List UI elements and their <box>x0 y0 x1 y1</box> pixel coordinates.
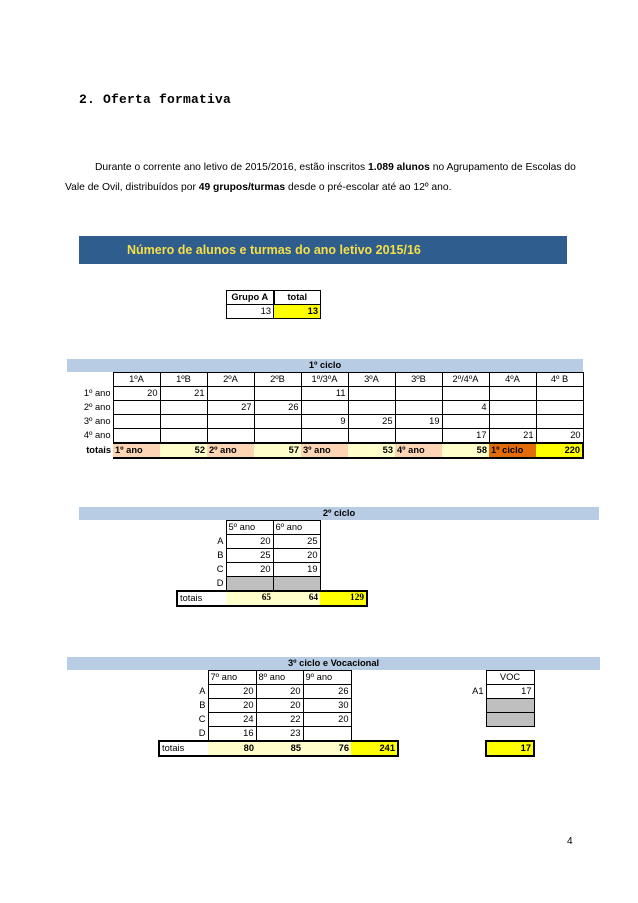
ciclo2-row-label: C <box>216 564 224 574</box>
ciclo3-row <box>67 699 600 713</box>
ciclo2-row <box>79 549 599 563</box>
ciclo1-cell <box>395 387 442 401</box>
ciclo1-cell <box>113 415 160 429</box>
ciclo2-row <box>79 535 599 549</box>
ciclo1-row-label: 1º ano <box>83 388 111 398</box>
intro-bold-students: 1.089 alunos <box>368 162 430 173</box>
ciclo1-cell <box>442 415 489 429</box>
ciclo1-header: 2ºA <box>207 373 254 387</box>
ciclo1-totals-label: totais <box>86 445 111 455</box>
ciclo1-cell <box>489 415 536 429</box>
ciclo1-header: 3ºA <box>348 373 395 387</box>
intro-bold-groups: 49 grupos/turmas <box>198 182 286 193</box>
ciclo1-totals-row <box>67 443 583 458</box>
ciclo3-totals-row <box>67 741 600 756</box>
ciclo3-voc-cell <box>486 699 534 713</box>
ciclo3-cell: 22 <box>256 713 303 727</box>
ciclo3-cell: 20 <box>208 685 256 699</box>
ciclo1-table <box>67 359 584 459</box>
ciclo3-cell: 23 <box>256 727 303 742</box>
ciclo1-header: 1ºA <box>113 373 160 387</box>
ciclo2-cell: 25 <box>226 549 273 563</box>
ciclo1-cell: 26 <box>254 401 301 415</box>
ciclo3-voc-cell: 17 <box>486 685 534 699</box>
ciclo1-cell <box>536 387 583 401</box>
ciclo3-row-label: A <box>199 686 206 696</box>
ciclo2-total-value: 65 <box>226 591 273 606</box>
preschool-group-value: 13 <box>227 305 274 319</box>
ciclo1-total-value: 52 <box>160 443 207 458</box>
ciclo2-row <box>79 577 599 592</box>
ciclo2-header: 6º ano <box>273 521 320 535</box>
intro-paragraph <box>65 158 577 198</box>
ciclo1-cell <box>348 429 395 444</box>
ciclo1-cell: 27 <box>207 401 254 415</box>
ciclo1-cell <box>207 415 254 429</box>
ciclo1-cell: 21 <box>489 429 536 444</box>
ciclo3-cell: 20 <box>256 699 303 713</box>
ciclo2-totals-row <box>79 591 599 606</box>
preschool-total-value: 13 <box>274 305 321 319</box>
ciclo3-voc-label <box>444 713 486 727</box>
ciclo1-total-value: 58 <box>442 443 489 458</box>
ciclo1-header: 4º B <box>536 373 583 387</box>
ciclo1-cell: 20 <box>536 429 583 444</box>
ciclo2-table <box>79 507 599 607</box>
page-number: 4 <box>567 836 573 847</box>
ciclo3-cell: 20 <box>303 713 351 727</box>
intro-text-1: Durante o corrente ano letivo de 2015/2016, estão inscritos <box>95 162 369 173</box>
ciclo1-row-label: 2º ano <box>83 402 111 412</box>
intro-text-2: no Agrupamento de Escolas do Vale de Ovil, distribuídos por <box>65 162 576 193</box>
ciclo1-cell <box>301 429 348 444</box>
section-banner: Número de alunos e turmas do ano letivo 2015/16 <box>79 236 567 264</box>
ciclo3-row <box>67 713 600 727</box>
ciclo1-cell <box>254 415 301 429</box>
ciclo3-grand-total-value: 241 <box>351 741 398 756</box>
ciclo1-total-label: 1º ano <box>113 443 160 458</box>
ciclo1-total-label: 4º ano <box>395 443 442 458</box>
ciclo1-cell <box>348 387 395 401</box>
ciclo2-cell <box>226 577 273 592</box>
ciclo1-header: 2ºB <box>254 373 301 387</box>
ciclo2-cell: 25 <box>273 535 320 549</box>
ciclo1-title: 1º ciclo <box>67 359 583 373</box>
ciclo3-totals-label: totais <box>159 741 208 756</box>
section-heading: 2. Oferta formativa <box>79 92 232 107</box>
intro-text-3: desde o pré-escolar até ao 12º ano. <box>285 182 452 193</box>
ciclo1-row <box>67 401 583 415</box>
ciclo1-cell <box>489 387 536 401</box>
ciclo3-cell: 16 <box>208 727 256 742</box>
ciclo3-cell: 20 <box>208 699 256 713</box>
ciclo1-row <box>67 387 583 401</box>
ciclo2-cell <box>273 577 320 592</box>
ciclo1-grand-total-value: 220 <box>536 443 583 458</box>
ciclo3-cell: 30 <box>303 699 351 713</box>
ciclo1-cell <box>160 429 207 444</box>
ciclo2-row-label: D <box>216 577 224 588</box>
ciclo3-title: 3º ciclo e Vocacional <box>67 657 600 671</box>
preschool-table <box>226 290 321 319</box>
ciclo1-cell <box>207 429 254 444</box>
ciclo1-cell: 11 <box>301 387 348 401</box>
ciclo3-voc-total-value: 17 <box>486 741 534 756</box>
ciclo2-cell: 20 <box>226 563 273 577</box>
ciclo1-cell <box>113 429 160 444</box>
ciclo1-cell <box>442 387 489 401</box>
ciclo1-row <box>67 415 583 429</box>
ciclo3-voc-label: A1 <box>472 686 484 696</box>
ciclo1-total-value: 57 <box>254 443 301 458</box>
ciclo3-row <box>67 685 600 699</box>
ciclo1-cell <box>113 401 160 415</box>
ciclo1-grand-total-label: 1º ciclo <box>489 443 536 458</box>
ciclo2-grand-total-value: 129 <box>320 591 367 606</box>
ciclo2-cell: 20 <box>226 535 273 549</box>
ciclo3-table <box>67 657 600 757</box>
ciclo3-total-value: 76 <box>303 741 351 756</box>
ciclo3-row-label: C <box>198 714 206 724</box>
ciclo1-corner <box>67 373 113 387</box>
ciclo3-total-value: 80 <box>208 741 256 756</box>
ciclo1-total-label: 2º ano <box>207 443 254 458</box>
ciclo2-total-value: 64 <box>273 591 320 606</box>
ciclo1-header: 1ºB <box>160 373 207 387</box>
ciclo1-cell: 9 <box>301 415 348 429</box>
ciclo1-cell <box>348 401 395 415</box>
ciclo2-totals-label: totais <box>177 591 226 606</box>
ciclo3-cell: 26 <box>303 685 351 699</box>
ciclo3-header: 7º ano <box>208 671 256 685</box>
ciclo1-cell <box>160 401 207 415</box>
ciclo1-header: 4ºA <box>489 373 536 387</box>
ciclo3-voc-label <box>444 699 486 713</box>
ciclo3-cell: 24 <box>208 713 256 727</box>
ciclo3-row <box>67 727 600 742</box>
ciclo1-cell <box>207 387 254 401</box>
ciclo1-cell <box>395 429 442 444</box>
ciclo1-cell: 19 <box>395 415 442 429</box>
ciclo1-cell: 25 <box>348 415 395 429</box>
ciclo1-header: 1º/3ºA <box>301 373 348 387</box>
ciclo1-cell <box>160 415 207 429</box>
ciclo1-total-value: 53 <box>348 443 395 458</box>
ciclo3-row-label: D <box>198 727 206 738</box>
ciclo1-cell <box>536 401 583 415</box>
preschool-header-group: Grupo A <box>227 291 274 305</box>
ciclo3-header: 9º ano <box>303 671 351 685</box>
ciclo3-voc-cell <box>486 727 534 742</box>
ciclo1-row-label: 4º ano <box>83 430 111 441</box>
preschool-header-total: total <box>274 291 321 305</box>
ciclo3-header: 8º ano <box>256 671 303 685</box>
ciclo3-cell: 20 <box>256 685 303 699</box>
ciclo1-cell: 17 <box>442 429 489 444</box>
ciclo3-cell <box>303 727 351 742</box>
ciclo3-voc-cell <box>486 713 534 727</box>
ciclo1-total-label: 3º ano <box>301 443 348 458</box>
ciclo2-row-label: A <box>217 536 224 546</box>
ciclo3-voc-header: VOC <box>486 671 534 685</box>
ciclo2-cell: 20 <box>273 549 320 563</box>
ciclo3-voc-label <box>444 727 486 742</box>
ciclo1-row <box>67 429 583 444</box>
ciclo2-cell: 19 <box>273 563 320 577</box>
ciclo3-row-label: B <box>199 700 206 710</box>
ciclo1-cell <box>301 401 348 415</box>
ciclo1-cell <box>395 401 442 415</box>
ciclo1-header: 2º/4ºA <box>442 373 489 387</box>
ciclo3-total-value: 85 <box>256 741 303 756</box>
ciclo1-cell <box>254 429 301 444</box>
ciclo1-cell <box>254 387 301 401</box>
ciclo1-row-label: 3º ano <box>83 416 111 426</box>
ciclo2-row <box>79 563 599 577</box>
ciclo1-cell <box>489 401 536 415</box>
ciclo2-header: 5º ano <box>226 521 273 535</box>
ciclo1-cell: 20 <box>113 387 160 401</box>
ciclo1-cell: 21 <box>160 387 207 401</box>
ciclo1-cell: 4 <box>442 401 489 415</box>
ciclo2-title: 2º ciclo <box>79 507 599 521</box>
ciclo2-row-label: B <box>217 550 224 560</box>
ciclo1-header: 3ºB <box>395 373 442 387</box>
ciclo1-cell <box>536 415 583 429</box>
